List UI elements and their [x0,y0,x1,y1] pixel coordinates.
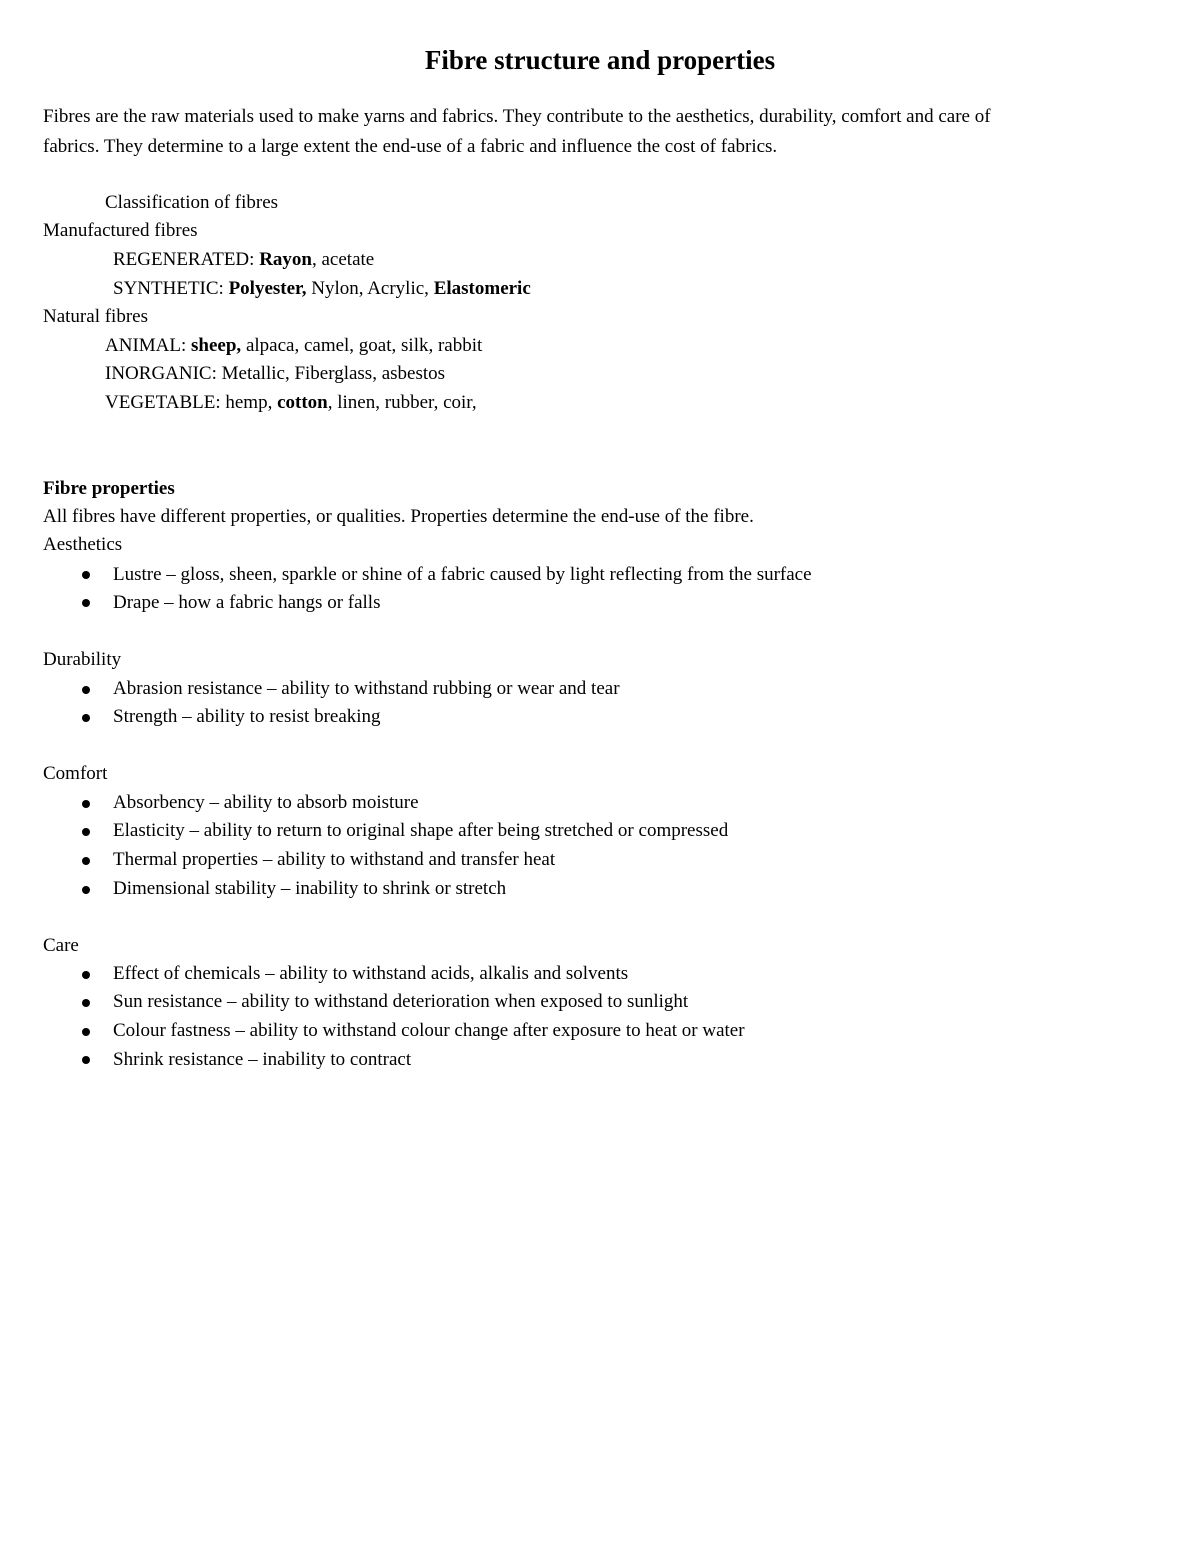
vegetable-line [105,391,477,415]
fibre-properties-intro: All fibres have different properties, or qualities. Properties determine the end-use of the fibre. [43,506,754,527]
comfort-label: Comfort [43,763,108,784]
care-label: Care [43,935,79,956]
classification-heading: Classification of fibres [105,192,279,213]
natural-fibres-label: Natural fibres [43,306,148,327]
intro-line-2: fabrics. They determine to a large extent the end-use of a fabric and influence the cost of fabrics. [43,136,778,157]
bullet-icon [82,828,90,836]
synthetic-bold-2: Elastomeric [433,278,531,299]
bullet-icon [82,800,90,808]
animal-prefix: ANIMAL: [105,335,192,356]
bullet-icon [82,714,90,722]
synthetic-mid: Nylon, Acrylic, [306,278,434,299]
synthetic-prefix: SYNTHETIC: [113,278,229,299]
list-item: Strength – ability to resist breaking [113,706,381,727]
synthetic-line [113,277,531,301]
regenerated-rest: , acetate [311,249,375,270]
list-item: Elasticity – ability to return to original shape after being stretched or compressed [113,820,729,841]
fibre-properties-heading: Fibre properties [43,478,175,499]
vegetable-bold: cotton [277,392,328,413]
durability-label: Durability [43,649,122,670]
list-item: Colour fastness – ability to withstand colour change after exposure to heat or water [113,1020,745,1041]
list-item: Abrasion resistance – ability to withstand rubbing or wear and tear [113,678,620,699]
manufactured-fibres-label: Manufactured fibres [43,220,198,241]
aesthetics-label: Aesthetics [43,534,123,555]
intro-line-1: Fibres are the raw materials used to make yarns and fabrics. They contribute to the aesthetics, durability, comfort and care of [43,106,991,127]
list-item: Sun resistance – ability to withstand deterioration when exposed to sunlight [113,991,689,1012]
bullet-icon [82,971,90,979]
bullet-icon [82,857,90,865]
bullet-icon [82,1056,90,1064]
synthetic-bold-1: Polyester, [228,278,307,299]
vegetable-rest: , linen, rubber, coir, [327,392,477,413]
inorganic-line: INORGANIC: Metallic, Fiberglass, asbestos [105,363,446,384]
list-item: Drape – how a fabric hangs or falls [113,592,381,613]
list-item: Effect of chemicals – ability to withstand acids, alkalis and solvents [113,963,629,984]
list-item: Lustre – gloss, sheen, sparkle or shine of a fabric caused by light reflecting from the surface [113,564,812,585]
regenerated-bold: Rayon [259,249,312,270]
regenerated-prefix: REGENERATED: [113,249,260,270]
vegetable-prefix: VEGETABLE: hemp, [105,392,278,413]
list-item: Absorbency – ability to absorb moisture [113,792,419,813]
bullet-icon [82,571,90,579]
bullet-icon [82,686,90,694]
list-item: Shrink resistance – inability to contract [113,1049,412,1070]
bullet-icon [82,599,90,607]
animal-line [105,334,482,358]
list-item: Thermal properties – ability to withstand and transfer heat [113,849,556,870]
animal-bold: sheep, [191,335,242,356]
regenerated-line [113,248,374,272]
document-title: Fibre structure and properties [424,45,776,75]
animal-rest: alpaca, camel, goat, silk, rabbit [241,335,483,356]
bullet-icon [82,999,90,1007]
list-item: Dimensional stability – inability to shrink or stretch [113,878,507,899]
bullet-icon [82,886,90,894]
bullet-icon [82,1028,90,1036]
